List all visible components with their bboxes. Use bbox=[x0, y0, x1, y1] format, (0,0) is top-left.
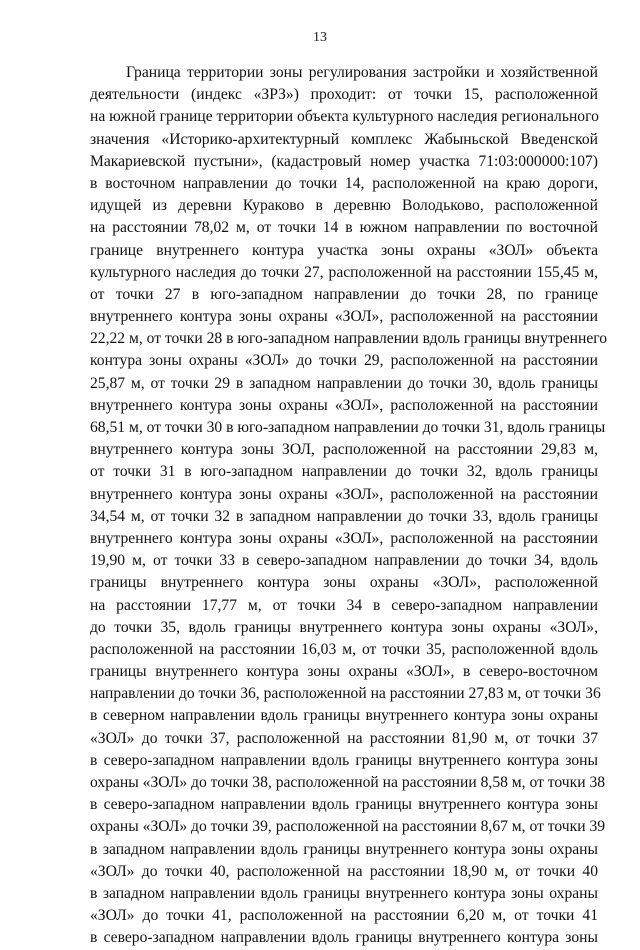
text-line: 19,90 м, от точки 33 в северо-западном направлении до точки 34, вдоль bbox=[90, 552, 598, 570]
text-line: в северо-западном направлении вдоль границы внутреннего контура зоны bbox=[90, 929, 598, 947]
text-line: границы внутреннего контура зоны охраны «ЗОЛ», в северо-восточном bbox=[90, 663, 598, 681]
text-line: «ЗОЛ» до точки 40, расположенной на расстоянии 18,90 м, от точки 40 bbox=[90, 862, 598, 880]
text-line: в северо-западном направлении вдоль границы внутреннего контура зоны bbox=[90, 751, 598, 769]
text-line: на расстоянии 78,02 м, от точки 14 в южном направлении по восточной bbox=[90, 219, 598, 237]
text-line: границы внутреннего контура зоны охраны «ЗОЛ», расположенной bbox=[90, 574, 598, 592]
text-line: в северо-западном направлении вдоль границы внутреннего контура зоны bbox=[90, 796, 598, 814]
text-line: направлении до точки 36, расположенной на расстоянии 27,83 м, от точки 36 bbox=[90, 685, 601, 703]
text-line: 34,54 м, от точки 32 в западном направлении до точки 33, вдоль границы bbox=[90, 507, 598, 525]
text-line: «ЗОЛ» до точки 37, расположенной на расстоянии 81,90 м, от точки 37 bbox=[90, 729, 598, 747]
text-line: охраны «ЗОЛ» до точки 39, расположенной на расстоянии 8,67 м, от точки 39 bbox=[90, 818, 606, 836]
text-line: контура зоны охраны «ЗОЛ» до точки 29, расположенной на расстоянии bbox=[90, 352, 598, 370]
page-number: 13 bbox=[313, 30, 327, 45]
text-line: Макариевской пустыни», (кадастровый номер участка 71:03:000000:107) bbox=[90, 152, 598, 170]
text-line: 68,51 м, от точки 30 в юго-западном направлении до точки 31, вдоль границы bbox=[90, 419, 606, 436]
text-line: от точки 31 в юго-западном направлении до точки 32, вдоль границы bbox=[90, 463, 598, 481]
body-paragraph bbox=[90, 62, 608, 950]
text-line: границе внутреннего контура участка зоны охраны «ЗОЛ» объекта bbox=[90, 241, 598, 259]
text-line: 22,22 м, от точки 28 в юго-западном направлении вдоль границы внутреннего bbox=[90, 330, 608, 348]
text-line: «ЗОЛ» до точки 41, расположенной на расстоянии 6,20 м, от точки 41 bbox=[90, 907, 598, 925]
text-line: в западном направлении вдоль границы внутреннего контура зоны охраны bbox=[90, 884, 598, 902]
text-line: культурного наследия до точки 27, расположенной на расстоянии 155,45 м, bbox=[90, 263, 598, 281]
text-line: на южной границе территории объекта культурного наследия регионального bbox=[90, 108, 599, 126]
text-line: внутреннего контура зоны охраны «ЗОЛ», расположенной на расстоянии bbox=[90, 485, 598, 503]
text-line: значения «Историко-архитектурный комплекс Жабыньской Введенской bbox=[90, 130, 598, 148]
text-line: в западном направлении вдоль границы внутреннего контура зоны охраны bbox=[90, 840, 598, 858]
text-line: 25,87 м, от точки 29 в западном направлении до точки 30, вдоль границы bbox=[90, 374, 598, 392]
text-line: внутреннего контура зоны охраны «ЗОЛ», расположенной на расстоянии bbox=[90, 396, 598, 414]
text-line: деятельности (индекс «ЗРЗ») проходит: от точки 15, расположенной bbox=[90, 86, 598, 104]
text-line: от точки 27 в юго-западном направлении до точки 28, по границе bbox=[90, 285, 598, 303]
text-line: расположенной на расстоянии 16,03 м, от точки 35, расположенной вдоль bbox=[90, 640, 598, 658]
text-line: в восточном направлении до точки 14, расположенной на краю дороги, bbox=[90, 174, 598, 192]
text-line: Граница территории зоны регулирования застройки и хозяйственной bbox=[126, 64, 598, 81]
text-line: идущей из деревни Кураково в деревню Володьково, расположенной bbox=[90, 197, 598, 215]
text-line: внутреннего контура зоны охраны «ЗОЛ», расположенной на расстоянии bbox=[90, 308, 598, 326]
text-line: охраны «ЗОЛ» до точки 38, расположенной на расстоянии 8,58 м, от точки 38 bbox=[90, 774, 606, 791]
text-line: внутреннего контура зоны охраны «ЗОЛ», расположенной на расстоянии bbox=[90, 529, 598, 547]
text-line: внутреннего контура зоны ЗОЛ, расположенной на расстоянии 29,83 м, bbox=[90, 441, 598, 459]
text-line: на расстоянии 17,77 м, от точки 34 в северо-западном направлении bbox=[90, 596, 598, 614]
text-line: до точки 35, вдоль границы внутреннего контура зоны охраны «ЗОЛ», bbox=[90, 618, 598, 636]
text-line: в северном направлении вдоль границы внутреннего контура зоны охраны bbox=[90, 707, 598, 725]
